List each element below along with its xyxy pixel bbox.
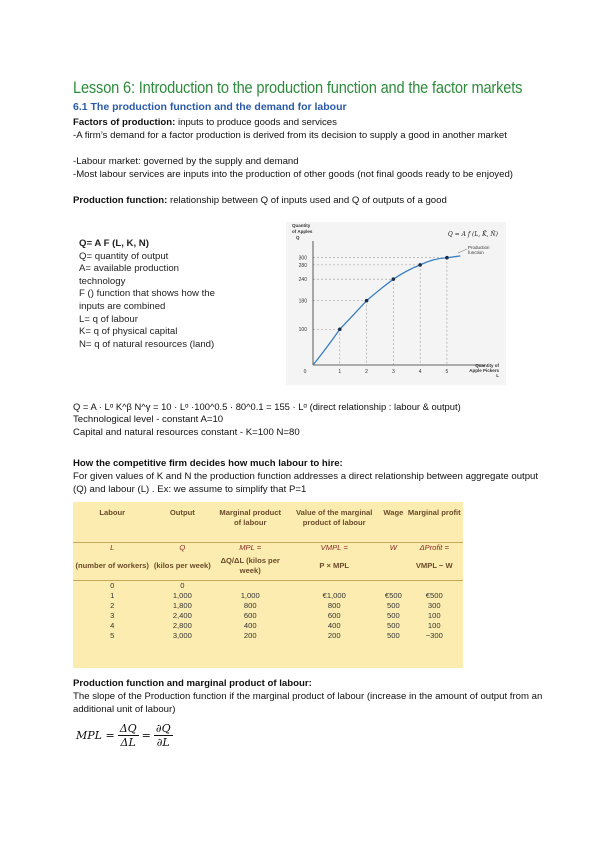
y-axis-label: Quantity of Apples Q: [292, 223, 313, 240]
equation-line: Q = A · Lᵅ K^β N^γ = 10 · Lᵅ ·100^0.5 · 80^0.1 = 155 · Lᵅ (direct relationship : labour & output): [73, 401, 461, 412]
hire-paragraph: For given values of K and N the production function addresses a direct relationship between aggregate output (Q) and labour (L) . Ex: we assume to simplify that P=1: [73, 471, 539, 495]
formula-item: K= q of physical capital: [79, 326, 178, 338]
pf-text: relationship between Q of inputs used and Q of outputs of a good: [167, 195, 447, 206]
x-tick-label: 0: [303, 369, 307, 375]
section-heading: 6.1 The production function and the demand for labour: [73, 101, 347, 113]
unit-cell: (kilos per week): [153, 561, 211, 571]
labour-cell: 0: [110, 581, 115, 590]
labour-table: [73, 502, 463, 668]
formula-item: Q= quantity of output: [79, 250, 169, 262]
mpl-heading: Production function and marginal product of labour:: [73, 678, 312, 689]
labour-cell: 1: [110, 591, 115, 600]
data-point: [445, 256, 449, 260]
mpl-cell: 200: [243, 631, 257, 640]
profit-cell: −300: [425, 631, 443, 640]
symbol-cell: L: [110, 542, 115, 552]
wage-cell: €500: [384, 591, 402, 600]
x-tick-label: 4: [418, 369, 422, 375]
chart-annotation: Q = A f (L, K̄, N̄): [447, 231, 498, 238]
output-cell: 0: [180, 581, 185, 590]
production-function-chart: [286, 222, 506, 385]
col-header: Marginal product of labour: [219, 508, 282, 527]
formula-num: ∂Q: [155, 722, 171, 735]
mpl-cell: 400: [243, 621, 257, 630]
output-cell: 3,000: [172, 631, 192, 640]
y-tick-label: 100: [298, 327, 307, 334]
output-cell: 1,000: [172, 591, 192, 600]
unit-cell: [381, 553, 405, 581]
mpl-paragraph: The slope of the Production function if the marginal product of labour (increase in the amount of output from an additional unit of labour): [73, 691, 543, 715]
labour-cell: 3: [110, 611, 115, 620]
formula-den: ΔL: [120, 736, 136, 749]
formula-item: F () function that shows how the: [79, 288, 215, 300]
vmpl-cell: 200: [327, 631, 341, 640]
formula-lhs: MPL =: [76, 729, 115, 742]
symbol-cell: W: [389, 542, 397, 552]
labour-cell: 2: [110, 601, 115, 610]
formula-item: inputs are combined: [79, 300, 166, 312]
wage-cell: 500: [387, 621, 400, 630]
formula-eq: =: [141, 729, 151, 742]
services-paragraph: -Most labour services are inputs into the production of other goods (not final goods ready to be enjoyed): [73, 169, 513, 180]
formula-num: ΔQ: [119, 722, 137, 735]
symbol-cell: ΔProfit =: [419, 542, 449, 552]
formula-main: Q= A F (L, K, N): [79, 238, 149, 249]
factors-label: Factors of production:: [73, 117, 176, 128]
vmpl-cell: 800: [327, 601, 341, 610]
col-header: Value of the marginal product of labour: [296, 508, 373, 527]
mpl-cell: 1,000: [240, 591, 260, 600]
mpl-cell: 600: [243, 611, 257, 620]
y-tick-label: 280: [298, 262, 307, 269]
wage-cell: 500: [387, 611, 400, 620]
x-axis-label: Quantity of Apple Pickers L: [469, 363, 499, 378]
output-cell: 2,400: [172, 611, 192, 620]
data-point: [392, 277, 396, 281]
formula-list: [79, 238, 215, 351]
col-header: Wage: [383, 508, 404, 517]
x-tick-label: 2: [365, 369, 368, 375]
x-tick-label: 3: [391, 369, 395, 375]
data-point: [338, 327, 342, 331]
formula-item: A= available production: [79, 263, 180, 275]
col-header: Labour: [99, 508, 126, 517]
symbol-cell: MPL =: [239, 542, 262, 552]
labour-cell: 4: [110, 621, 115, 630]
labour-cell: 5: [110, 631, 115, 640]
capital-line: Capital and natural resources constant - K=100 N=80: [73, 427, 300, 438]
production-curve: [313, 256, 460, 365]
y-tick-label: 180: [298, 298, 307, 305]
factors-text: inputs to produce goods and services: [175, 117, 337, 128]
profit-cell: 100: [427, 621, 441, 630]
y-tick-label: 300: [298, 255, 307, 262]
vmpl-cell: 400: [327, 621, 341, 630]
hire-heading: How the competitive firm decides how much labour to hire:: [73, 458, 343, 469]
unit-cell: (number of workers): [75, 561, 149, 571]
x-tick-label: 5: [445, 369, 449, 375]
y-tick-label: 240: [298, 277, 307, 284]
series-label: Production function: [468, 245, 490, 255]
profit-cell: €500: [425, 591, 443, 600]
formula-item: N= q of natural resources (land): [79, 338, 215, 350]
output-cell: 2,800: [172, 621, 192, 630]
wage-cell: 500: [387, 601, 400, 610]
unit-cell: VMPL − W: [415, 561, 453, 571]
x-tick-label: 1: [338, 369, 342, 375]
data-point: [418, 263, 422, 267]
wage-cell: 500: [387, 631, 400, 640]
pf-label: Production function:: [73, 195, 168, 206]
symbol-cell: VMPL =: [320, 542, 348, 552]
vmpl-cell: 600: [327, 611, 341, 620]
profit-cell: 300: [427, 601, 441, 610]
symbol-cell: Q: [179, 542, 186, 552]
mpl-formula: [76, 722, 173, 749]
profit-cell: 100: [427, 611, 441, 620]
page-title: Lesson 6: Introduction to the production function and the factor markets: [73, 78, 523, 97]
data-point: [365, 299, 369, 303]
formula-den: ∂L: [156, 736, 170, 749]
tech-level-line: Technological level - constant A=10: [73, 414, 224, 425]
labour-market-paragraph: -Labour market: governed by the supply and demand: [73, 156, 299, 167]
formula-item: technology: [79, 275, 126, 287]
series-leader: [458, 249, 467, 253]
production-function-paragraph: [73, 194, 543, 207]
formula-item: L= q of labour: [79, 313, 138, 325]
output-cell: 1,800: [172, 601, 192, 610]
col-header: Marginal profit: [407, 508, 461, 517]
col-header: Output: [169, 508, 195, 517]
mpl-cell: 800: [243, 601, 257, 610]
demand-paragraph: -A firm’s demand for a factor production is derived from its decision to supply a good in another market: [73, 130, 507, 141]
factors-paragraph: [73, 116, 543, 129]
unit-cell: P × MPL: [319, 561, 350, 571]
chart-svg: [286, 222, 506, 385]
vmpl-cell: €1,000: [322, 591, 346, 600]
unit-cell: ΔQ/ΔL (kilos per week): [220, 556, 280, 576]
